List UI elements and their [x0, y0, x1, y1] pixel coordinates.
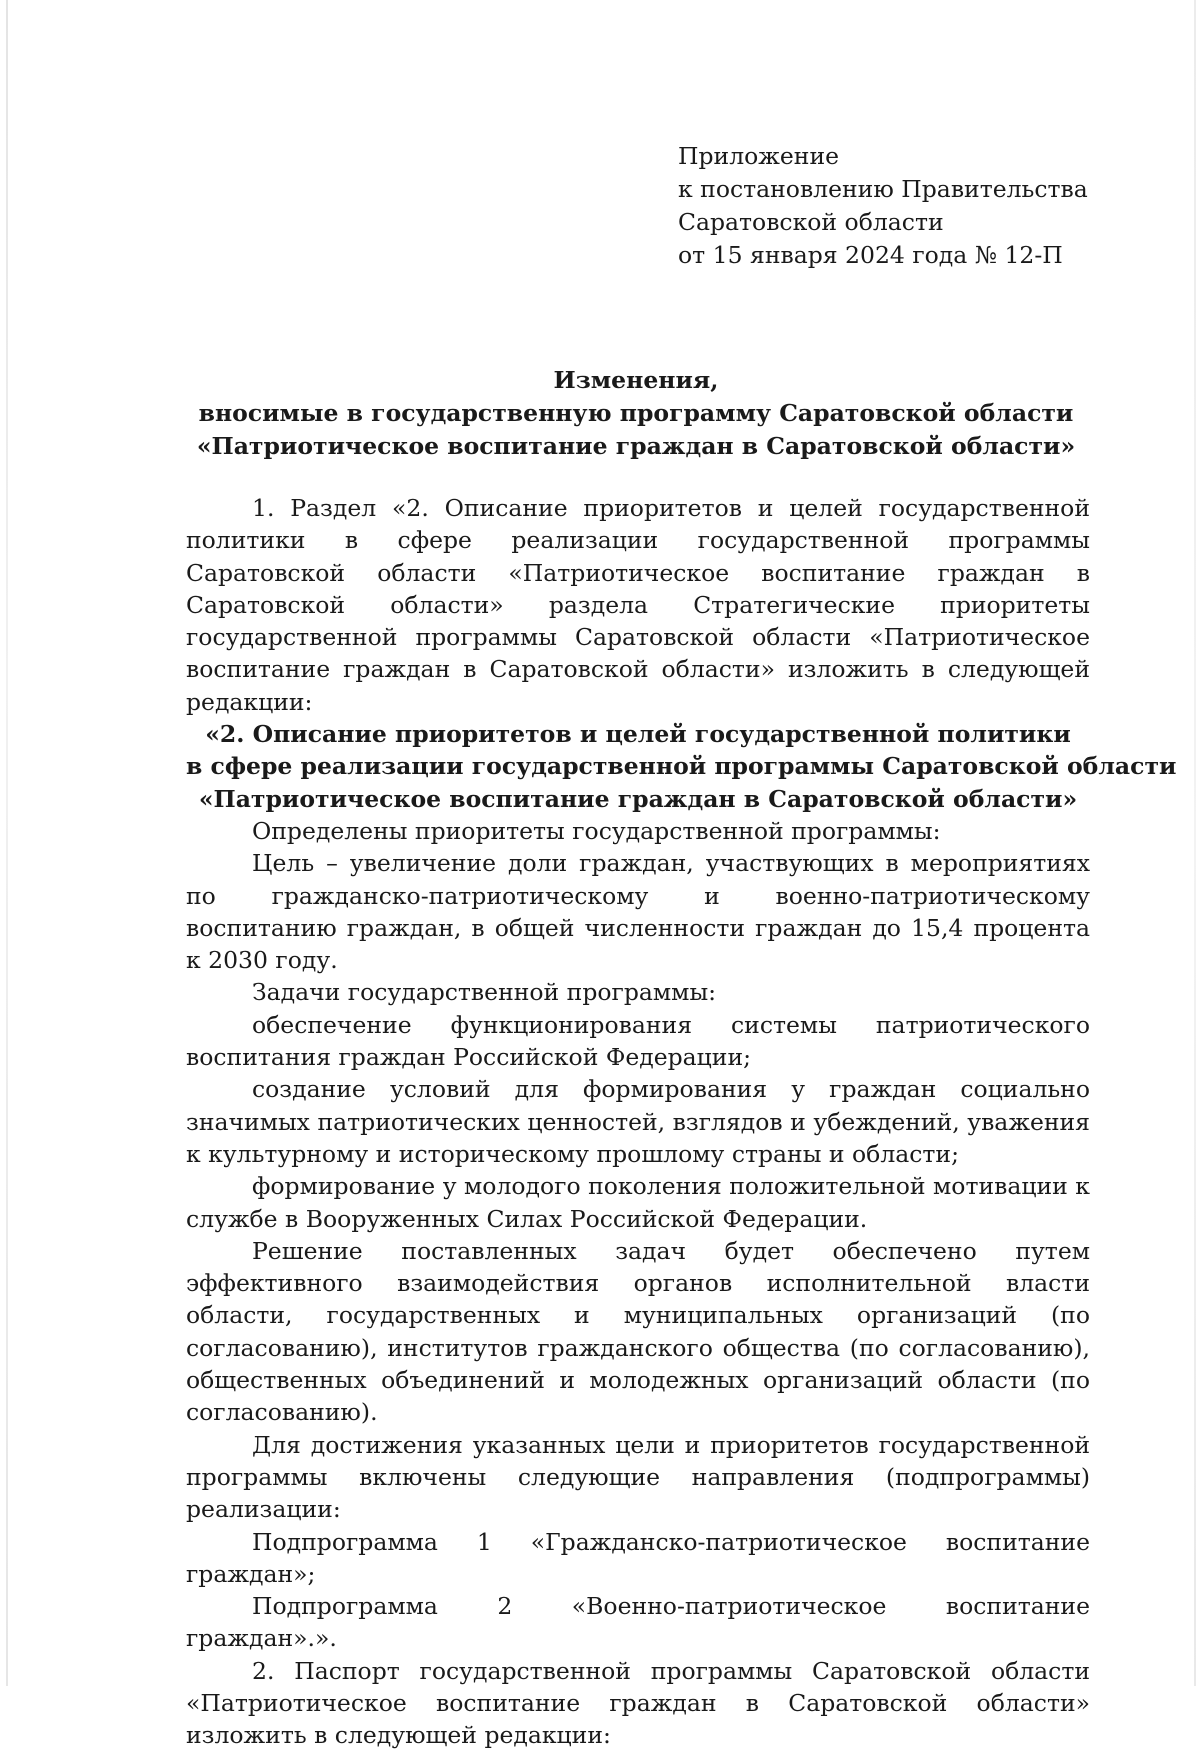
- paragraph-directions: Для достижения указанных цели и приоритетов государственной программы включены следующие направления (подпрограммы) реализации:: [186, 1430, 1090, 1524]
- appendix-line: Приложение: [678, 142, 840, 170]
- paragraph-task-3: формирование у молодого поколения положительной мотивации к службе в Вооруженных Силах Российской Федерации.: [186, 1172, 1090, 1233]
- appendix-line: Саратовской области: [678, 208, 944, 236]
- paragraph-priorities-intro: Определены приоритеты государственной программы:: [252, 816, 941, 845]
- paragraph-goal: Цель – увеличение доли граждан, участвующих в мероприятиях по гражданско-патриотическому и военно-патриотическому воспитанию граждан, в общей численности граждан до 15,4 процента к 2030 году.: [186, 849, 1090, 975]
- paragraph-subprogram-2: Подпрограмма 2 «Военно-патриотическое воспитание граждан».».: [186, 1592, 1090, 1653]
- section-title-line: «2. Описание приоритетов и целей государственной политики: [205, 720, 1071, 749]
- section-title: [186, 718, 1177, 815]
- paragraph-task-1: обеспечение функционирования системы патриотического воспитания граждан Российской Федерации;: [186, 1010, 1090, 1072]
- scan-edge-left: [6, 0, 8, 1686]
- title-line: «Патриотическое воспитание граждан в Саратовской области»: [196, 432, 1076, 460]
- document-body: [186, 492, 1177, 1752]
- paragraph-item-2: 2. Паспорт государственной программы Саратовской области «Патриотическое воспитание граждан в Саратовской области» изложить в следующей редакции:: [186, 1656, 1090, 1750]
- title-line: Изменения,: [553, 366, 719, 394]
- section-title-line: «Патриотическое воспитание граждан в Саратовской области»: [198, 784, 1078, 813]
- section-title-line: в сфере реализации государственной программы Саратовской области: [186, 752, 1177, 781]
- paragraph-tasks-intro: Задачи государственной программы:: [252, 978, 717, 1007]
- appendix-line: от 15 января 2024 года № 12-П: [678, 241, 1063, 269]
- paragraph-item-1: 1. Раздел «2. Описание приоритетов и целей государственной политики в сфере реализации государственной программы Саратовской области «Патриотическое воспитание граждан в Саратовской области» раздела Стратегические приоритеты государственной программы Саратовской области «Патриотическое воспитание граждан в Саратовской области» изложить в следующей редакции:: [186, 494, 1090, 716]
- paragraph-task-2: создание условий для формирования у граждан социально значимых патриотических ценностей, взглядов и убеждений, уважения к культурному и историческому прошлому страны и области;: [186, 1075, 1090, 1168]
- document-title: [186, 364, 1086, 463]
- paragraph-solution: Решение поставленных задач будет обеспечено путем эффективного взаимодействия органов исполнительной власти области, государственных и муниципальных организаций (по согласованию), институтов гражданского общества (по согласованию), общественных объединений и молодежных организаций области (по согласованию).: [186, 1236, 1090, 1427]
- title-line: вносимые в государственную программу Саратовской области: [198, 399, 1074, 427]
- scan-edge-right: [1194, 0, 1196, 1686]
- appendix-header: [678, 140, 1158, 272]
- paragraph-subprogram-1: Подпрограмма 1 «Гражданско-патриотическое воспитание граждан»;: [186, 1527, 1090, 1588]
- appendix-line: к постановлению Правительства: [678, 175, 1088, 203]
